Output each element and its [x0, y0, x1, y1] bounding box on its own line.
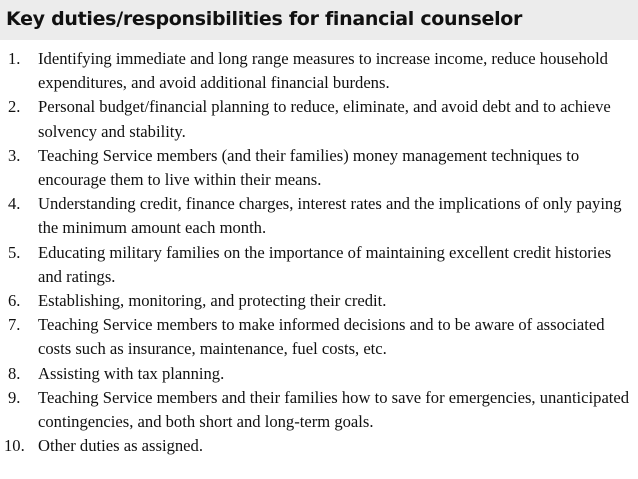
- duty-text: Teaching Service members (and their families) money management techniques to encourage them to live within their means.: [38, 145, 580, 190]
- duty-text: Educating military families on the importance of maintaining excellent credit histories and ratings.: [38, 242, 612, 286]
- duty-text: Teaching Service members to make informed decisions and to be aware of associated costs such as insurance, maintenance, fuel costs, etc.: [38, 315, 605, 359]
- duty-item-1: [0, 47, 636, 95]
- duty-item-4: [0, 192, 636, 240]
- duty-text: Other duties as assigned.: [38, 436, 203, 456]
- duty-number: 2.: [8, 97, 21, 117]
- duty-text: Identifying immediate and long range measures to increase income, reduce household expenditures, and avoid additional financial burdens.: [38, 49, 608, 93]
- duty-item-7: [0, 313, 636, 361]
- duty-text: Establishing, monitoring, and protecting their credit.: [38, 291, 387, 311]
- duty-number: 7.: [8, 315, 21, 335]
- duty-number: 8.: [8, 363, 21, 383]
- title-band: [0, 0, 638, 40]
- duty-text: Understanding credit, finance charges, interest rates and the implications of only paying the minimum amount each month.: [38, 194, 622, 238]
- duty-text: Assisting with tax planning.: [38, 363, 225, 383]
- duty-text: Teaching Service members and their families how to save for emergencies, unanticipated contingencies, and both short and long-term goals.: [38, 387, 630, 432]
- duty-item-9: [0, 386, 636, 434]
- duty-number: 9.: [8, 387, 21, 407]
- duty-number: 5.: [8, 242, 21, 262]
- duty-item-5: [0, 241, 636, 289]
- duty-item-6: [0, 289, 636, 313]
- duty-number: 10.: [4, 436, 25, 456]
- duty-item-10: [0, 434, 636, 458]
- page-title: Key duties/responsibilities for financial counselor: [6, 8, 523, 30]
- duty-number: 4.: [8, 194, 21, 214]
- duty-number: 1.: [8, 49, 21, 68]
- duty-item-8: [0, 362, 636, 386]
- duty-number: 3.: [8, 145, 21, 165]
- duty-item-2: [0, 95, 636, 143]
- duty-number: 6.: [8, 291, 21, 311]
- duty-text: Personal budget/financial planning to reduce, eliminate, and avoid debt and to achieve solvency and stability.: [38, 97, 611, 141]
- duty-item-3: [0, 144, 636, 192]
- duties-list: [0, 47, 636, 458]
